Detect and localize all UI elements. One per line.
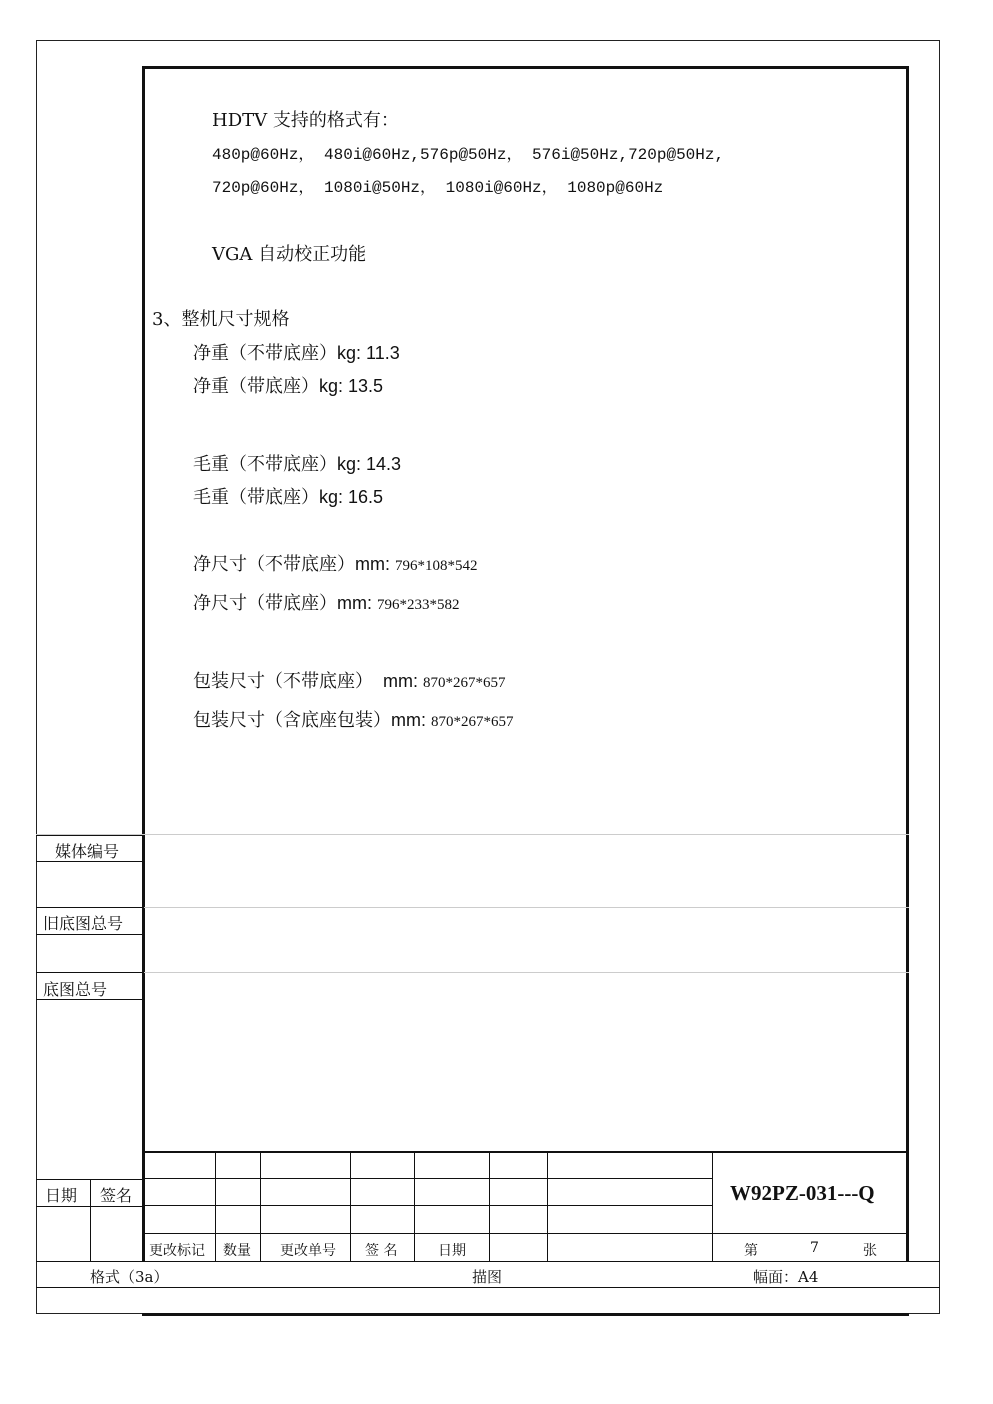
tb-change-mark: 更改标记 [149, 1243, 205, 1259]
spec-label: 包装尺寸（不带底座） [193, 671, 373, 692]
sheet-prefix: 第 [744, 1243, 758, 1259]
spec-label: 净重（不带底座） [193, 343, 337, 364]
side-line [36, 999, 142, 1000]
footer-line [36, 1287, 940, 1288]
side-divider [144, 907, 909, 908]
spec-value: 796*233*582 [377, 597, 460, 613]
tb-hline [144, 1178, 712, 1179]
tb-hline [144, 1151, 909, 1153]
side-divider [144, 972, 909, 973]
tb-vline [414, 1152, 415, 1261]
tb-vline [215, 1152, 216, 1261]
tb-sign: 签 名 [365, 1243, 398, 1259]
spec-unit: mm: [373, 671, 423, 691]
tb-vline [260, 1152, 261, 1261]
base-no-label: 底图总号 [43, 980, 108, 999]
hdtv-title: HDTV 支持的格式有： [212, 110, 399, 131]
spec-net-weight-no-base [193, 339, 400, 365]
spec-unit: kg: [337, 454, 367, 474]
side-line [36, 934, 142, 935]
old-base-no-label: 旧底图总号 [43, 914, 124, 933]
spec-value: 870*267*657 [431, 714, 514, 730]
spec-unit: mm: [355, 554, 395, 574]
tb-date: 日期 [438, 1243, 466, 1259]
spec-pack-size-no-base [193, 667, 506, 693]
document-number: W92PZ-031---Q [730, 1181, 875, 1205]
tb-vline [712, 1152, 713, 1261]
spec-label: 毛重（带底座） [193, 487, 319, 508]
spec-unit: kg: [319, 376, 349, 396]
side-line [90, 1179, 91, 1261]
vga-feature: VGA 自动校正功能 [212, 244, 367, 265]
side-line [36, 972, 142, 973]
spec-pack-size-base [193, 706, 514, 732]
spec-value: 14.3 [366, 454, 402, 474]
spec-value: 870*267*657 [423, 675, 506, 691]
hdtv-formats-line1: 480p@60Hz， 480i@60Hz,576p@50Hz， 576i@50Hz,720p@50Hz, [212, 146, 725, 164]
spec-unit: mm: [391, 710, 431, 730]
spec-label: 包装尺寸（含底座包装） [193, 710, 391, 731]
side-line [36, 1206, 142, 1207]
footer-format: 格式（3a） [90, 1268, 169, 1286]
spec-label: 净重（带底座） [193, 376, 319, 397]
footer-line [36, 1261, 940, 1262]
spec-value: 13.5 [348, 376, 384, 396]
spec-unit: kg: [319, 487, 349, 507]
side-date-label: 日期 [45, 1186, 78, 1205]
spec-net-size-no-base [193, 550, 478, 576]
spec-value: 11.3 [366, 343, 400, 363]
tb-vline [489, 1152, 490, 1261]
tb-hline [144, 1205, 712, 1206]
spec-value: 796*108*542 [395, 558, 478, 574]
sheet-suffix: 张 [863, 1243, 877, 1259]
sheet-number: 7 [810, 1240, 819, 1256]
tb-vline [547, 1152, 548, 1261]
spec-unit: kg: [337, 343, 367, 363]
side-line [36, 907, 142, 908]
bottom-thick-line [142, 1313, 909, 1316]
tb-quantity: 数量 [223, 1243, 251, 1259]
spec-label: 净尺寸（带底座） [193, 593, 337, 614]
spec-gross-weight-no-base [193, 450, 401, 476]
tb-hline [144, 1233, 909, 1234]
side-line [36, 1179, 142, 1180]
spec-label: 净尺寸（不带底座） [193, 554, 355, 575]
side-line [36, 835, 142, 836]
hdtv-formats-line2: 720p@60Hz， 1080i@50Hz， 1080i@60Hz， 1080p@60Hz [212, 179, 664, 197]
spec-value: 16.5 [348, 487, 384, 507]
media-no-label: 媒体编号 [55, 842, 120, 861]
side-line [36, 861, 142, 862]
side-sign-label: 签名 [100, 1186, 133, 1205]
spec-net-weight-base [193, 372, 383, 398]
spec-net-size-base [193, 589, 460, 615]
footer-size: 幅面：A4 [753, 1268, 819, 1286]
footer-trace: 描图 [472, 1268, 503, 1286]
spec-unit: mm: [337, 593, 377, 613]
tb-vline [350, 1152, 351, 1261]
side-divider [36, 834, 909, 835]
tb-change-no: 更改单号 [280, 1243, 336, 1259]
spec-label: 毛重（不带底座） [193, 454, 337, 475]
section3-heading: 3、整机尺寸规格 [152, 309, 290, 330]
spec-gross-weight-base [193, 483, 383, 509]
